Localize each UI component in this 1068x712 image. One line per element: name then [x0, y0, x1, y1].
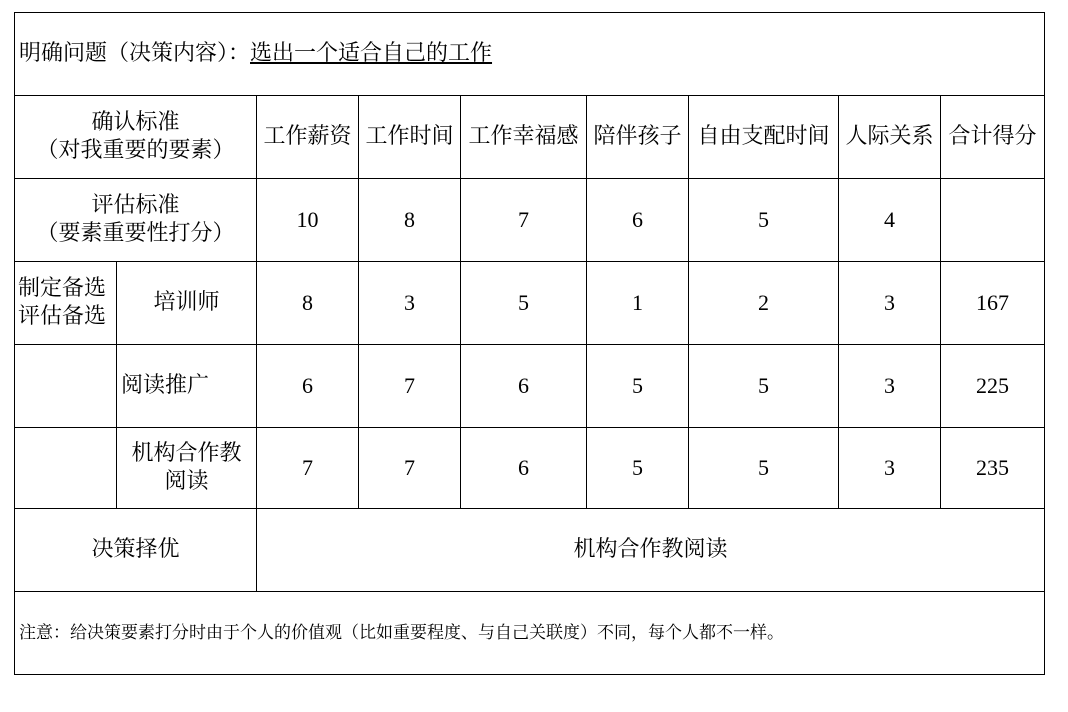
alternative-score: 6 [461, 345, 587, 428]
alternatives-label-line1: 制定备选 [18, 276, 107, 301]
problem-value: 选出一个适合自己的工作 [250, 41, 493, 66]
weight-cell: 7 [461, 179, 587, 262]
alternatives-label-cell [15, 262, 117, 345]
weight-cell: 8 [359, 179, 461, 262]
alternatives-label-empty [15, 345, 117, 428]
decision-label: 决策择优 [15, 509, 257, 592]
alternative-score: 6 [257, 345, 359, 428]
alternative-score: 7 [359, 345, 461, 428]
alternative-name: 培训师 [117, 262, 257, 345]
alternative-score: 3 [839, 345, 941, 428]
alternative-score: 3 [839, 262, 941, 345]
alternative-score: 7 [359, 428, 461, 509]
note-row [15, 592, 1045, 675]
weights-header-line2: （要素重要性打分） [36, 221, 235, 246]
alternative-score: 2 [689, 262, 839, 345]
criterion-header: 人际关系 [839, 96, 941, 179]
criteria-row [15, 96, 1045, 179]
alternative-name: 阅读推广 [117, 345, 257, 428]
decision-matrix-table [14, 12, 1045, 675]
alternative-score: 5 [587, 428, 689, 509]
problem-cell [15, 13, 1045, 96]
alternative-score: 3 [839, 428, 941, 509]
alternative-row [15, 262, 1045, 345]
decision-row [15, 509, 1045, 592]
alternative-row [15, 345, 1045, 428]
weights-row [15, 179, 1045, 262]
problem-label: 明确问题（决策内容）： [19, 41, 251, 66]
alternative-score: 7 [257, 428, 359, 509]
alternative-score: 8 [257, 262, 359, 345]
alternative-score: 5 [461, 262, 587, 345]
alternative-score: 3 [359, 262, 461, 345]
alternatives-label-line2: 评估备选 [18, 304, 107, 329]
criterion-header: 工作薪资 [257, 96, 359, 179]
weight-cell: 5 [689, 179, 839, 262]
alternative-name-line2: 阅读 [164, 469, 209, 494]
weight-cell: 10 [257, 179, 359, 262]
criterion-header: 工作幸福感 [461, 96, 587, 179]
criteria-header-line2: （对我重要的要素） [36, 138, 235, 163]
criteria-header-line1: 确认标准 [91, 110, 180, 135]
note-text: 注意：给决策要素打分时由于个人的价值观（比如重要程度、与自己关联度）不同，每个人都不一样。 [15, 592, 1045, 675]
total-header: 合计得分 [941, 96, 1045, 179]
weight-cell: 6 [587, 179, 689, 262]
alternative-total: 235 [941, 428, 1045, 509]
alternative-score: 5 [689, 345, 839, 428]
alternative-name-cell [117, 428, 257, 509]
criteria-header-cell [15, 96, 257, 179]
criterion-header: 陪伴孩子 [587, 96, 689, 179]
weight-total-empty [941, 179, 1045, 262]
weight-cell: 4 [839, 179, 941, 262]
weights-header-line1: 评估标准 [91, 193, 180, 218]
alternative-row [15, 428, 1045, 509]
alternative-name-line1: 机构合作教 [131, 441, 242, 466]
alternative-score: 5 [587, 345, 689, 428]
alternative-total: 167 [941, 262, 1045, 345]
criterion-header: 自由支配时间 [689, 96, 839, 179]
weights-header-cell [15, 179, 257, 262]
alternative-score: 5 [689, 428, 839, 509]
alternative-score: 1 [587, 262, 689, 345]
criterion-header: 工作时间 [359, 96, 461, 179]
problem-row [15, 13, 1045, 96]
alternative-total: 225 [941, 345, 1045, 428]
alternative-score: 6 [461, 428, 587, 509]
alternatives-label-empty [15, 428, 117, 509]
decision-value: 机构合作教阅读 [257, 509, 1045, 592]
